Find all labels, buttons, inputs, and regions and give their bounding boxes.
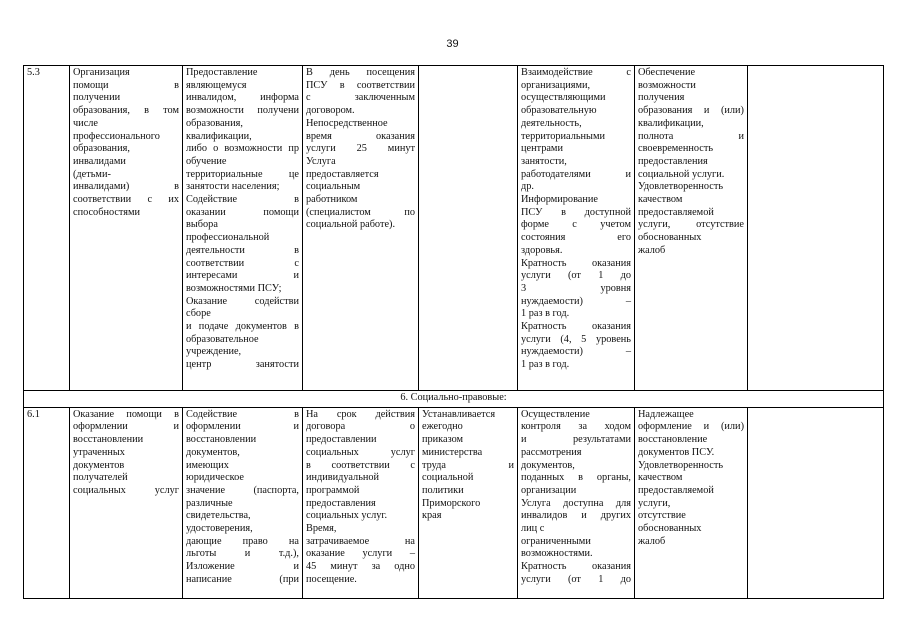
cell-line: социальной услуги. bbox=[638, 168, 725, 180]
cell-line: возможности получени bbox=[186, 105, 299, 117]
cell-line: получения bbox=[638, 92, 685, 104]
cell-line: Кратность оказания bbox=[521, 321, 631, 333]
cell-line: жалоб bbox=[638, 535, 666, 547]
cell-line: территориальные це bbox=[186, 168, 299, 180]
cell-line: соответствии с bbox=[186, 257, 299, 269]
cell-line: жалоб bbox=[638, 244, 666, 256]
cell-line: способностями bbox=[73, 206, 141, 218]
quality-indicators-cell bbox=[635, 66, 748, 391]
cell-line: индивидуальной bbox=[306, 472, 380, 484]
cell-line: 45 минут за одно bbox=[306, 561, 415, 573]
cell-line: посещение. bbox=[306, 573, 357, 585]
cell-line: края bbox=[422, 510, 442, 522]
cell-line: различные bbox=[186, 497, 233, 509]
row-number-cell: 6.1 bbox=[24, 407, 70, 598]
cell-line: Удовлетворенность bbox=[638, 181, 724, 193]
cell-line: Изложение и bbox=[186, 561, 299, 573]
cell-line: возможности bbox=[638, 79, 696, 91]
section-heading: 6. Социально-правовые: bbox=[24, 391, 884, 408]
cell-line: Время, bbox=[306, 523, 337, 535]
cell-line: Непосредственное bbox=[306, 117, 388, 129]
cell-line: Оказание помощи в bbox=[73, 408, 179, 420]
cell-line: образования, bbox=[73, 143, 130, 155]
service-term-cell bbox=[303, 66, 419, 391]
cell-line: свидетельства, bbox=[186, 510, 251, 522]
cell-line: соответствии с их bbox=[73, 194, 179, 206]
cell-line: утраченных bbox=[73, 446, 125, 458]
cell-line: получении bbox=[73, 92, 121, 104]
cell-line: сборе bbox=[186, 308, 211, 320]
cell-line: занятости населения; bbox=[186, 181, 280, 193]
cell-line: восстановлении bbox=[186, 434, 257, 446]
cell-line: оказание услуги – bbox=[306, 548, 415, 560]
cell-line: документов, bbox=[186, 446, 240, 458]
service-name-cell bbox=[70, 66, 183, 391]
cell-line: работодателями и bbox=[521, 168, 631, 180]
cell-line: отсутствие bbox=[638, 510, 686, 522]
cell-line: центр занятости bbox=[186, 359, 299, 371]
cell-line: нуждаемости) – bbox=[521, 346, 631, 358]
cell-line: качеством bbox=[638, 472, 683, 484]
cell-line: услуги (4, 5 уровень bbox=[521, 333, 631, 345]
cell-line: услуги 25 минут bbox=[306, 143, 415, 155]
quality-indicators-cell bbox=[635, 407, 748, 598]
cell-line: инвалидами bbox=[73, 155, 126, 167]
cell-line: Оказание содействи bbox=[186, 295, 299, 307]
page-number: 39 bbox=[446, 38, 459, 50]
cell-line: документов ПСУ. bbox=[638, 446, 715, 458]
cell-line: с заключенным bbox=[306, 92, 415, 104]
cell-line: В день посещения bbox=[306, 67, 415, 78]
cell-line: услуги, bbox=[638, 497, 671, 509]
cell-line: предоставляемой bbox=[638, 206, 714, 218]
cell-line: др. bbox=[521, 181, 534, 193]
cell-line: возможностями ПСУ; bbox=[186, 282, 282, 294]
cell-line: Обеспечение bbox=[638, 67, 696, 78]
cell-line: ограниченными bbox=[521, 535, 591, 547]
cell-line: На срок действия bbox=[306, 408, 415, 420]
cell-line: имеющих bbox=[186, 459, 229, 471]
cell-line: поданных в органы, bbox=[521, 472, 631, 484]
cell-line: обучение bbox=[186, 155, 227, 167]
evaluation-cell bbox=[748, 407, 884, 598]
conditions-cell bbox=[518, 407, 635, 598]
cell-line: образования, bbox=[186, 117, 243, 129]
cell-line: 3 уровня bbox=[521, 282, 631, 294]
cell-line: профессионального bbox=[73, 130, 160, 142]
cell-line: ПСУ в доступной bbox=[521, 206, 631, 218]
cell-line: нуждаемости) – bbox=[521, 295, 631, 307]
cell-line: осуществляющими bbox=[521, 92, 606, 104]
cell-line: Надлежащее bbox=[638, 408, 694, 420]
cell-line: Приморского bbox=[422, 497, 481, 509]
cell-line: в соответствии с bbox=[306, 459, 415, 471]
cell-line: обоснованных bbox=[638, 232, 702, 244]
cell-line: занятости, bbox=[521, 155, 567, 167]
cell-line: социальным bbox=[306, 181, 361, 193]
cell-line: приказом bbox=[422, 434, 464, 446]
cell-line: услуги (от 1 до bbox=[521, 573, 631, 585]
cell-line: инвалидов и других bbox=[521, 510, 631, 522]
cell-line: состояния его bbox=[521, 232, 631, 244]
cell-line: деятельности в bbox=[186, 244, 299, 256]
cell-line: ПСУ в соответствии bbox=[306, 79, 415, 91]
cell-line: договором. bbox=[306, 105, 355, 117]
evaluation-cell bbox=[748, 66, 884, 391]
tariff-cell bbox=[419, 66, 518, 391]
cell-line: Взаимодействие с bbox=[521, 67, 631, 78]
cell-line: помощи в bbox=[73, 79, 179, 91]
cell-line: предоставления bbox=[306, 497, 376, 509]
service-name-cell bbox=[70, 407, 183, 598]
cell-line: Устанавливается bbox=[422, 408, 496, 420]
conditions-cell bbox=[518, 66, 635, 391]
service-description-cell bbox=[183, 66, 303, 391]
cell-line: время оказания bbox=[306, 130, 415, 142]
cell-line: документов, bbox=[521, 459, 575, 471]
cell-line: квалификации, bbox=[638, 117, 704, 129]
section-heading-row bbox=[24, 391, 884, 408]
cell-line: труда и bbox=[422, 459, 514, 471]
cell-line: своевременность bbox=[638, 143, 714, 155]
cell-line: либо о возможности пр bbox=[186, 143, 299, 155]
cell-line: Информирование bbox=[521, 194, 598, 206]
cell-line: предоставляется bbox=[306, 168, 379, 180]
cell-line: обоснованных bbox=[638, 523, 702, 535]
cell-line: социальной bbox=[422, 472, 474, 484]
service-term-cell bbox=[303, 407, 419, 598]
cell-line: выбора bbox=[186, 219, 218, 231]
cell-line: дающие право на bbox=[186, 535, 299, 547]
cell-line: рассмотрения bbox=[521, 446, 582, 458]
cell-line: услуги, отсутствие bbox=[638, 219, 744, 231]
cell-line: социальных услуг bbox=[306, 446, 415, 458]
cell-line: 1 раз в год. bbox=[521, 308, 570, 320]
cell-line: контроля за ходом bbox=[521, 421, 631, 433]
cell-line: оказании помощи bbox=[186, 206, 299, 218]
services-table bbox=[23, 65, 884, 599]
cell-line: Услуга доступна для bbox=[521, 497, 631, 509]
cell-line: социальных услуг bbox=[73, 484, 179, 496]
table-row-5-3 bbox=[24, 66, 884, 391]
cell-line: числе bbox=[73, 117, 98, 129]
cell-line: образования и (или) bbox=[638, 105, 744, 117]
cell-line: организации bbox=[521, 484, 577, 496]
service-description-cell bbox=[183, 407, 303, 598]
cell-line: политики bbox=[422, 484, 464, 496]
cell-line: являющемуся bbox=[186, 79, 247, 91]
cell-line: документов bbox=[73, 459, 125, 471]
cell-line: Организация bbox=[73, 67, 130, 78]
cell-line: восстановление bbox=[638, 434, 708, 446]
cell-line: социальных услуг. bbox=[306, 510, 388, 522]
cell-line: министерства bbox=[422, 446, 483, 458]
table-row-6-1 bbox=[24, 407, 884, 598]
cell-line: возможностями. bbox=[521, 548, 593, 560]
cell-line: качеством bbox=[638, 194, 683, 206]
cell-line: написание (при bbox=[186, 573, 299, 585]
cell-line: Предоставление bbox=[186, 67, 258, 78]
cell-line: значение (паспорта, bbox=[186, 484, 299, 496]
cell-line: услуги (от 1 до bbox=[521, 270, 631, 282]
cell-line: и подаче документов в bbox=[186, 321, 299, 333]
cell-line: юридическое bbox=[186, 472, 245, 484]
row-number-cell: 5.3 bbox=[24, 66, 70, 391]
cell-line: оформлении и bbox=[73, 421, 179, 433]
cell-line: инвалидом, информа bbox=[186, 92, 299, 104]
tariff-cell bbox=[419, 407, 518, 598]
cell-line: здоровья. bbox=[521, 244, 563, 256]
cell-line: центрами bbox=[521, 143, 563, 155]
cell-line: восстановлении bbox=[73, 434, 144, 446]
cell-line: (специалистом по bbox=[306, 206, 415, 218]
cell-line: Кратность оказания bbox=[521, 561, 631, 573]
cell-line: удостоверения, bbox=[186, 523, 253, 535]
cell-line: и результатами bbox=[521, 434, 631, 446]
cell-line: Удовлетворенность bbox=[638, 459, 724, 471]
cell-line: работником bbox=[306, 194, 358, 206]
cell-line: оформлении и bbox=[186, 421, 299, 433]
cell-line: профессиональной bbox=[186, 232, 270, 244]
cell-line: Осуществление bbox=[521, 408, 590, 420]
cell-line: лиц с bbox=[521, 523, 545, 535]
cell-line: программой bbox=[306, 484, 360, 496]
cell-line: Кратность оказания bbox=[521, 257, 631, 269]
cell-line: учреждение, bbox=[186, 346, 242, 358]
cell-line: полнота и bbox=[638, 130, 744, 142]
cell-line: предоставлении bbox=[306, 434, 377, 446]
cell-line: получателей bbox=[73, 472, 128, 484]
cell-line: территориальными bbox=[521, 130, 605, 142]
cell-line: предоставляемой bbox=[638, 484, 714, 496]
cell-line: ежегодно bbox=[422, 421, 463, 433]
cell-line: льготы и т.д.), bbox=[186, 548, 299, 560]
cell-line: образовательную bbox=[521, 105, 597, 117]
cell-line: договора о bbox=[306, 421, 415, 433]
cell-line: Содействие в bbox=[186, 194, 299, 206]
cell-line: образовательное bbox=[186, 333, 259, 345]
cell-line: Услуга bbox=[306, 155, 336, 167]
cell-line: интересами и bbox=[186, 270, 299, 282]
cell-line: форме с учетом bbox=[521, 219, 631, 231]
cell-line: (детьми- bbox=[73, 168, 111, 180]
cell-line: 1 раз в год. bbox=[521, 359, 570, 371]
cell-line: инвалидами) в bbox=[73, 181, 179, 193]
cell-line: Содействие в bbox=[186, 408, 299, 420]
cell-line: образования, в том bbox=[73, 105, 179, 117]
cell-line: социальной работе). bbox=[306, 219, 396, 231]
cell-line: предоставления bbox=[638, 155, 708, 167]
cell-line: деятельность, bbox=[521, 117, 582, 129]
cell-line: организациями, bbox=[521, 79, 591, 91]
cell-line: квалификации, bbox=[186, 130, 252, 142]
cell-line: оформление и (или) bbox=[638, 421, 744, 433]
cell-line: затрачиваемое на bbox=[306, 535, 415, 547]
